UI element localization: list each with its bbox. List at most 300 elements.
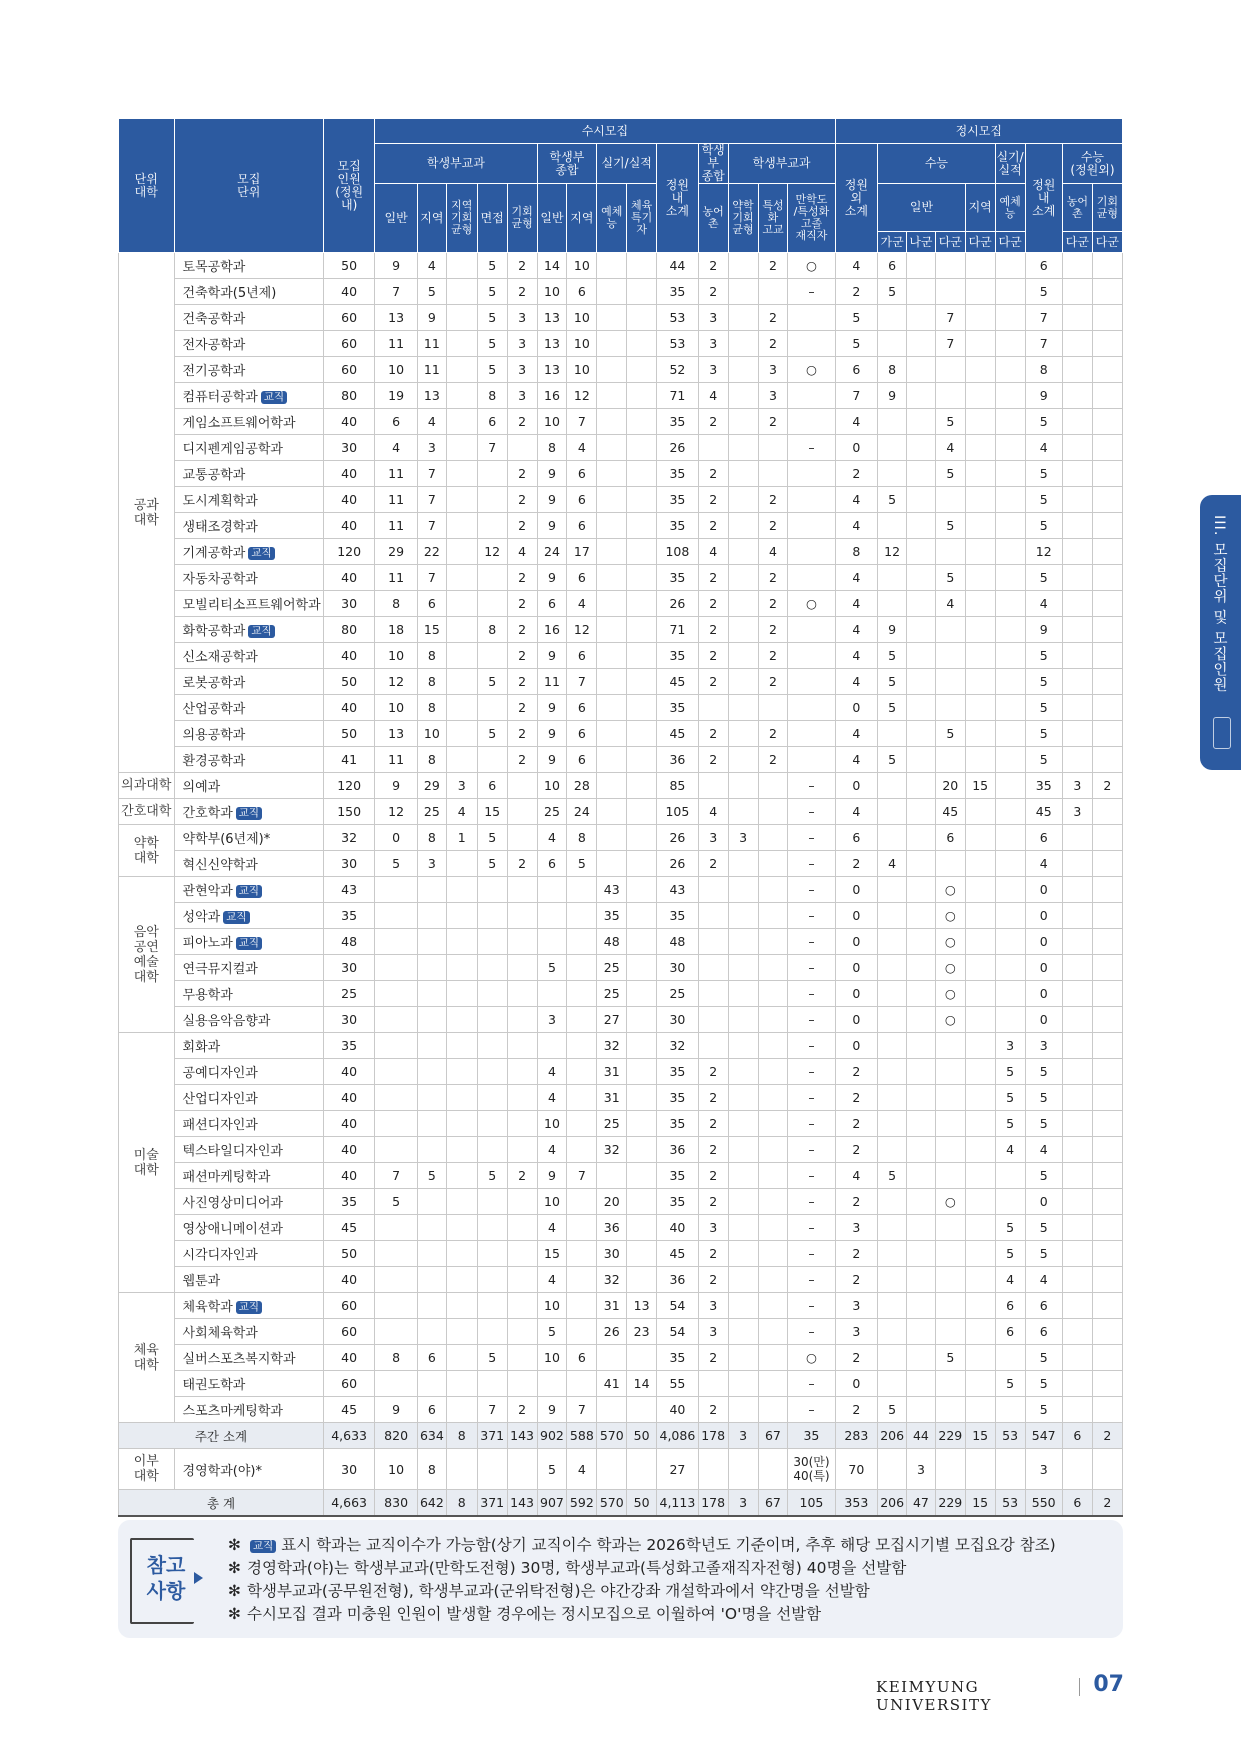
cell-value: 6	[417, 1345, 446, 1371]
unit-label: 생태조경학과	[182, 520, 258, 535]
cell-value	[1062, 383, 1092, 409]
cell-value: 3	[698, 305, 728, 331]
unit-name	[174, 721, 323, 747]
cell-value	[446, 331, 477, 357]
table-row	[119, 1085, 1123, 1111]
table-row	[119, 825, 1123, 851]
cell-value: 31	[597, 1085, 627, 1111]
cell-value: 7	[1025, 331, 1062, 357]
total-value: 206	[878, 1490, 907, 1517]
cell-value	[627, 513, 657, 539]
cell-value: –	[788, 1293, 835, 1319]
cell-value	[728, 1007, 758, 1033]
cell-value	[417, 1033, 446, 1059]
cell-value	[878, 955, 907, 981]
cell-value	[417, 981, 446, 1007]
cell-value	[878, 799, 907, 825]
cell-value	[878, 1215, 907, 1241]
cell-value: 5	[878, 1397, 907, 1423]
cell-value: 6	[477, 409, 507, 435]
cell-value: 27	[597, 1007, 627, 1033]
cell-value: 60	[324, 357, 375, 383]
cell-value: 2	[698, 747, 728, 773]
cell-value: 8	[375, 591, 418, 617]
cell-value	[1092, 1449, 1122, 1490]
total-value: 907	[537, 1490, 567, 1517]
cell-value	[995, 539, 1025, 565]
cell-value	[728, 1059, 758, 1085]
table-row	[119, 253, 1123, 279]
cell-value	[788, 539, 835, 565]
cell-value	[375, 1371, 418, 1397]
cell-value	[597, 825, 627, 851]
table-row	[119, 279, 1123, 305]
cell-value: 10	[417, 721, 446, 747]
cell-value: 10	[537, 409, 567, 435]
cell-value: –	[788, 279, 835, 305]
cell-value	[1062, 825, 1092, 851]
cell-value: 0	[1025, 877, 1062, 903]
cell-value	[788, 305, 835, 331]
cell-value	[507, 1449, 537, 1490]
cell-value	[878, 1033, 907, 1059]
cell-value	[627, 929, 657, 955]
unit-label: 패션마케팅학과	[182, 1170, 271, 1185]
cell-value: 50	[324, 669, 375, 695]
cell-value	[698, 877, 728, 903]
cell-value: 5	[878, 487, 907, 513]
cell-value	[1092, 435, 1122, 461]
cell-value: 11	[537, 669, 567, 695]
total-value: 570	[597, 1490, 627, 1517]
cell-value	[627, 643, 657, 669]
cell-value: 2	[698, 1137, 728, 1163]
cell-value	[788, 331, 835, 357]
cell-value	[788, 461, 835, 487]
cell-value	[728, 331, 758, 357]
cell-value: 2	[698, 1085, 728, 1111]
cell-value: 4	[446, 799, 477, 825]
cell-value	[1092, 877, 1122, 903]
group-da-1: 다군	[935, 232, 965, 253]
cell-value	[935, 1033, 965, 1059]
cell-value: 3	[1062, 799, 1092, 825]
cell-value	[878, 565, 907, 591]
cell-value: 2	[835, 461, 878, 487]
unit-label: 디지펜게임공학과	[182, 442, 283, 457]
cell-value	[698, 1449, 728, 1490]
cell-value	[1092, 1215, 1122, 1241]
cell-value	[597, 435, 627, 461]
cell-value: 5	[1025, 565, 1062, 591]
unit-name	[174, 487, 323, 513]
table-row	[119, 669, 1123, 695]
cell-value: 2	[698, 617, 728, 643]
cell-value: 5	[878, 695, 907, 721]
cell-value	[1092, 695, 1122, 721]
cell-value	[965, 721, 995, 747]
cell-value	[935, 1293, 965, 1319]
cell-value: 2	[698, 1345, 728, 1371]
cell-value	[627, 1163, 657, 1189]
cell-value: 5	[477, 357, 507, 383]
cell-value	[728, 1137, 758, 1163]
cell-value	[1092, 981, 1122, 1007]
cell-value	[1092, 1007, 1122, 1033]
side-section-tab[interactable]	[1200, 495, 1241, 770]
cell-value	[907, 409, 936, 435]
cell-value	[728, 1267, 758, 1293]
table-row	[119, 1007, 1123, 1033]
cell-value: 5	[835, 305, 878, 331]
unit-name	[174, 669, 323, 695]
cell-value: 2	[507, 591, 537, 617]
cell-value: 105	[657, 799, 699, 825]
cell-value: 4	[1025, 1137, 1062, 1163]
unit-label: 전자공학과	[182, 338, 246, 353]
cell-value	[446, 435, 477, 461]
cell-value: 7	[935, 331, 965, 357]
cell-value: 10	[375, 357, 418, 383]
col-s-yechae: 예체 능	[995, 184, 1025, 232]
cell-value	[965, 669, 995, 695]
cell-value: 26	[597, 1319, 627, 1345]
cell-value: 9	[537, 1163, 567, 1189]
note-text: 표시 학과는 교직이수가 가능함(상기 교직이수 학과는 2026학년도 기준이며, 추후 해당 모집시기별 모집요강 참조)	[281, 1536, 1056, 1554]
header-jw-oesogye: 정원 외 소계	[835, 144, 878, 253]
cell-value	[728, 565, 758, 591]
cell-value	[507, 1215, 537, 1241]
total-value: 50	[627, 1490, 657, 1517]
cell-value: 6	[567, 513, 597, 539]
cell-value: 8	[835, 539, 878, 565]
cell-value: 5	[1025, 695, 1062, 721]
cell-value: 13	[417, 383, 446, 409]
cell-value: 5	[375, 851, 418, 877]
cell-value: 7	[417, 487, 446, 513]
cell-value	[597, 799, 627, 825]
table-row	[119, 955, 1123, 981]
cell-value	[995, 279, 1025, 305]
cell-value	[477, 1241, 507, 1267]
cell-value	[935, 1319, 965, 1345]
cell-value	[1062, 851, 1092, 877]
table-row	[119, 487, 1123, 513]
teaching-badge: 교직	[236, 807, 262, 820]
cell-value: 4	[835, 721, 878, 747]
cell-value: 13	[627, 1293, 657, 1319]
cell-value	[1062, 981, 1092, 1007]
cell-value: 9	[375, 253, 418, 279]
cell-value	[446, 279, 477, 305]
unit-label: 환경공학과	[182, 754, 246, 769]
unit-label: 성악과	[182, 910, 221, 925]
cell-value: 2	[758, 669, 788, 695]
unit-name	[174, 1033, 323, 1059]
total-value: 105	[788, 1490, 835, 1517]
unit-name	[174, 1059, 323, 1085]
cell-value	[995, 487, 1025, 513]
cell-value: 4	[1025, 851, 1062, 877]
cell-value: 6	[567, 747, 597, 773]
cell-value: 5	[878, 669, 907, 695]
cell-value: 8	[417, 1449, 446, 1490]
unit-name	[174, 617, 323, 643]
cell-value	[935, 1059, 965, 1085]
cell-value	[878, 1267, 907, 1293]
cell-value: 25	[657, 981, 699, 1007]
cell-value: 4	[835, 747, 878, 773]
cell-value: 60	[324, 331, 375, 357]
cell-value	[907, 1189, 936, 1215]
cell-value: 6	[567, 279, 597, 305]
unit-name	[174, 929, 323, 955]
cell-value: 16	[537, 383, 567, 409]
cell-value: 13	[537, 305, 567, 331]
cell-value: 2	[698, 1397, 728, 1423]
cell-value: 5	[835, 331, 878, 357]
cell-value	[507, 955, 537, 981]
cell-value: 9	[878, 617, 907, 643]
cell-value	[477, 1111, 507, 1137]
cell-value: 41	[597, 1371, 627, 1397]
cell-value: 2	[758, 487, 788, 513]
cell-value	[965, 1345, 995, 1371]
cell-value	[1092, 1241, 1122, 1267]
cell-value: 6	[878, 253, 907, 279]
cell-value	[758, 1033, 788, 1059]
cell-value	[995, 825, 1025, 851]
cell-value: 2	[507, 669, 537, 695]
table-row	[119, 617, 1123, 643]
cell-value	[375, 903, 418, 929]
cell-value	[728, 1189, 758, 1215]
unit-label: 기계공학과	[182, 546, 246, 561]
cell-value	[728, 409, 758, 435]
cell-value: 0	[1025, 903, 1062, 929]
cell-value	[907, 1319, 936, 1345]
cell-value: 4	[567, 1449, 597, 1490]
cell-value	[935, 1111, 965, 1137]
cell-value	[995, 409, 1025, 435]
cell-value	[375, 1241, 418, 1267]
cell-value	[878, 331, 907, 357]
cell-value	[788, 643, 835, 669]
cell-value: 5	[1025, 513, 1062, 539]
cell-value	[758, 1449, 788, 1490]
cell-value	[878, 1319, 907, 1345]
night-row	[119, 1449, 1123, 1490]
cell-value	[728, 279, 758, 305]
cell-value	[907, 279, 936, 305]
unit-name	[174, 305, 323, 331]
cell-value	[417, 1241, 446, 1267]
header-susi: 수시모집	[375, 119, 835, 144]
cell-value	[507, 773, 537, 799]
cell-value	[965, 1007, 995, 1033]
cell-value	[507, 1033, 537, 1059]
cell-value: –	[788, 1007, 835, 1033]
cell-value: 6	[567, 565, 597, 591]
cell-value: 2	[698, 487, 728, 513]
cell-value	[758, 981, 788, 1007]
cell-value: 19	[375, 383, 418, 409]
cell-value: 45	[324, 1397, 375, 1423]
cell-value	[878, 903, 907, 929]
cell-value: 9	[537, 695, 567, 721]
cell-value	[1092, 383, 1122, 409]
total-value: 3	[728, 1490, 758, 1517]
cell-value	[1092, 1345, 1122, 1371]
cell-value	[1062, 1059, 1092, 1085]
cell-value: 12	[567, 617, 597, 643]
cell-value: 5	[1025, 409, 1062, 435]
cell-value: 4	[835, 617, 878, 643]
header-unit: 모집 단위	[174, 119, 323, 253]
cell-value: 3	[507, 331, 537, 357]
cell-value	[878, 1007, 907, 1033]
table-row	[119, 1059, 1123, 1085]
cell-value: 5	[935, 721, 965, 747]
cell-value	[597, 1345, 627, 1371]
cell-value	[698, 773, 728, 799]
cell-value: –	[788, 1319, 835, 1345]
cell-value	[878, 1371, 907, 1397]
cell-value: 35	[657, 695, 699, 721]
header-j-naesogye: 정원 내 소계	[1025, 144, 1062, 253]
cell-value: 3	[698, 1319, 728, 1345]
cell-value: 2	[507, 851, 537, 877]
cell-value	[907, 643, 936, 669]
cell-value	[698, 955, 728, 981]
cell-value: 2	[698, 1189, 728, 1215]
unit-name	[174, 1371, 323, 1397]
cell-value: 26	[657, 825, 699, 851]
unit-name	[174, 981, 323, 1007]
col-manhak: 만학도 /특성화 고졸 재직자	[788, 184, 835, 253]
cell-value	[995, 357, 1025, 383]
unit-name	[174, 1007, 323, 1033]
subtotal-value: 67	[758, 1423, 788, 1449]
cell-value: 4	[375, 435, 418, 461]
cell-value	[567, 929, 597, 955]
unit-label: 간호학과	[182, 806, 233, 821]
cell-value: 71	[657, 617, 699, 643]
cell-value: 50	[324, 1241, 375, 1267]
cell-value: 3	[698, 825, 728, 851]
cell-value: 5	[995, 1059, 1025, 1085]
cell-value	[375, 1007, 418, 1033]
cell-value	[477, 461, 507, 487]
cell-value	[788, 409, 835, 435]
cell-value	[1092, 253, 1122, 279]
cell-value: 36	[657, 1267, 699, 1293]
cell-value: 0	[835, 773, 878, 799]
cell-value: ○	[935, 1189, 965, 1215]
cell-value	[1092, 929, 1122, 955]
cell-value	[878, 1111, 907, 1137]
cell-value	[728, 695, 758, 721]
cell-value: 6	[375, 409, 418, 435]
cell-value: 5	[567, 851, 597, 877]
cell-value: 9	[417, 305, 446, 331]
cell-value	[446, 929, 477, 955]
subtotal-value: 2	[1092, 1423, 1122, 1449]
cell-value	[1092, 617, 1122, 643]
cell-value	[995, 1007, 1025, 1033]
table-row	[119, 799, 1123, 825]
subtotal-value: 143	[507, 1423, 537, 1449]
cell-value	[627, 851, 657, 877]
cell-value: 2	[698, 279, 728, 305]
cell-value: 4	[835, 1163, 878, 1189]
cell-value	[1092, 955, 1122, 981]
cell-value	[477, 877, 507, 903]
cell-value	[965, 1267, 995, 1293]
cell-value: 12	[567, 383, 597, 409]
cell-value	[446, 1267, 477, 1293]
cell-value: 10	[537, 1111, 567, 1137]
unit-label: 전기공학과	[182, 364, 246, 379]
cell-value: 108	[657, 539, 699, 565]
notes-title-text: 참고 사항	[146, 1553, 186, 1603]
cell-value: 3	[728, 825, 758, 851]
total-value: 15	[965, 1490, 995, 1517]
cell-value	[907, 1345, 936, 1371]
cell-value: 29	[417, 773, 446, 799]
cell-value	[477, 565, 507, 591]
cell-value: 2	[698, 669, 728, 695]
cell-value	[375, 1319, 418, 1345]
cell-value	[597, 721, 627, 747]
unit-label: 약학부(6년제)*	[182, 832, 271, 847]
cell-value	[965, 955, 995, 981]
cell-value	[597, 305, 627, 331]
cell-value	[627, 1345, 657, 1371]
cell-value	[446, 305, 477, 331]
cell-value	[935, 1267, 965, 1293]
cell-value	[995, 799, 1025, 825]
cell-value: 2	[507, 253, 537, 279]
cell-value: 5	[1025, 461, 1062, 487]
cell-value: 3	[1062, 773, 1092, 799]
cell-value	[758, 1319, 788, 1345]
cell-value	[935, 1449, 965, 1490]
cell-value	[995, 721, 1025, 747]
cell-value: 6	[567, 695, 597, 721]
cell-value	[878, 1449, 907, 1490]
cell-value	[477, 591, 507, 617]
cell-value: 6	[835, 357, 878, 383]
cell-value: 2	[698, 1241, 728, 1267]
cell-value	[627, 591, 657, 617]
table-row	[119, 1163, 1123, 1189]
cell-value: 48	[324, 929, 375, 955]
cell-value	[965, 825, 995, 851]
cell-value: 0	[835, 955, 878, 981]
cell-value: –	[788, 1241, 835, 1267]
cell-value: 31	[597, 1059, 627, 1085]
cell-value	[878, 1293, 907, 1319]
col-j-ilban: 일반	[537, 184, 567, 253]
cell-value: 2	[507, 643, 537, 669]
note-item	[228, 1534, 1056, 1557]
cell-value	[1062, 1371, 1092, 1397]
cell-value	[995, 877, 1025, 903]
cell-value	[446, 617, 477, 643]
cell-value: 12	[477, 539, 507, 565]
cell-value: 2	[835, 1267, 878, 1293]
